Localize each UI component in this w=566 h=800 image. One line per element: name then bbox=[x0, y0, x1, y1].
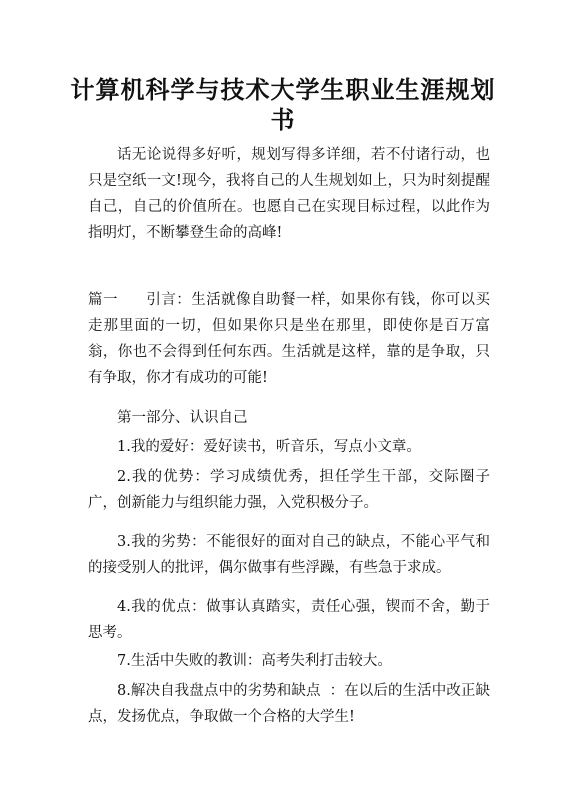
list-item-solutions bbox=[88, 678, 490, 730]
list-item-hobbies: 1.我的爱好：爱好读书，听音乐，写点小文章。 bbox=[117, 439, 421, 455]
list-item-lessons: 7.生活中失败的教训：高考失利打击较大。 bbox=[117, 653, 392, 669]
document-title: 计算机科学与技术大学生职业生涯规划 bbox=[70, 75, 496, 104]
part-label: 篇一 bbox=[88, 292, 118, 308]
part-intro-text: 引言：生活就像自助餐一样，如果你有钱，你可以买走那里面的一切，但如果你只是坐在那里，即使你是百万富翁，你也不会得到任何东西。生活就是这样，靠的是争取，只有争取，你才有成功的可能! bbox=[88, 292, 490, 386]
list-item-strengths: 2.我的优势：学习成绩优秀，担任学生干部，交际圈子广，创新能力与组织能力强，入党积极分子。 bbox=[88, 469, 490, 511]
intro-paragraph: 话无论说得多好听，规划写得多详细，若不付诸行动，也只是空纸一文!现今，我将自己的人生规划如上，只为时刻提醒自己，自己的价值所在。也愿自己在实现目标过程，以此作为指明灯，不断攀登生命的高峰! bbox=[88, 147, 490, 241]
part-one-paragraph bbox=[88, 287, 490, 391]
section-title: 第一部分、认识自己 bbox=[117, 410, 248, 426]
document-title-continued: 书 bbox=[270, 105, 296, 134]
list-item-solutions-heading: 8.解决自我盘点中的劣势和缺点 bbox=[117, 683, 321, 699]
list-item-solutions-text: ：在以后的生活中改正缺点，发扬优点，争取做一个合格的大学生! bbox=[88, 683, 490, 725]
list-item-merits: 4.我的优点：做事认真踏实，责任心强，锲而不舍，勤于思考。 bbox=[88, 599, 490, 641]
list-item-weaknesses: 3.我的劣势：不能很好的面对自己的缺点，不能心平气和的接受别人的批评，偶尔做事有些浮躁，有些急于求成。 bbox=[88, 534, 490, 576]
